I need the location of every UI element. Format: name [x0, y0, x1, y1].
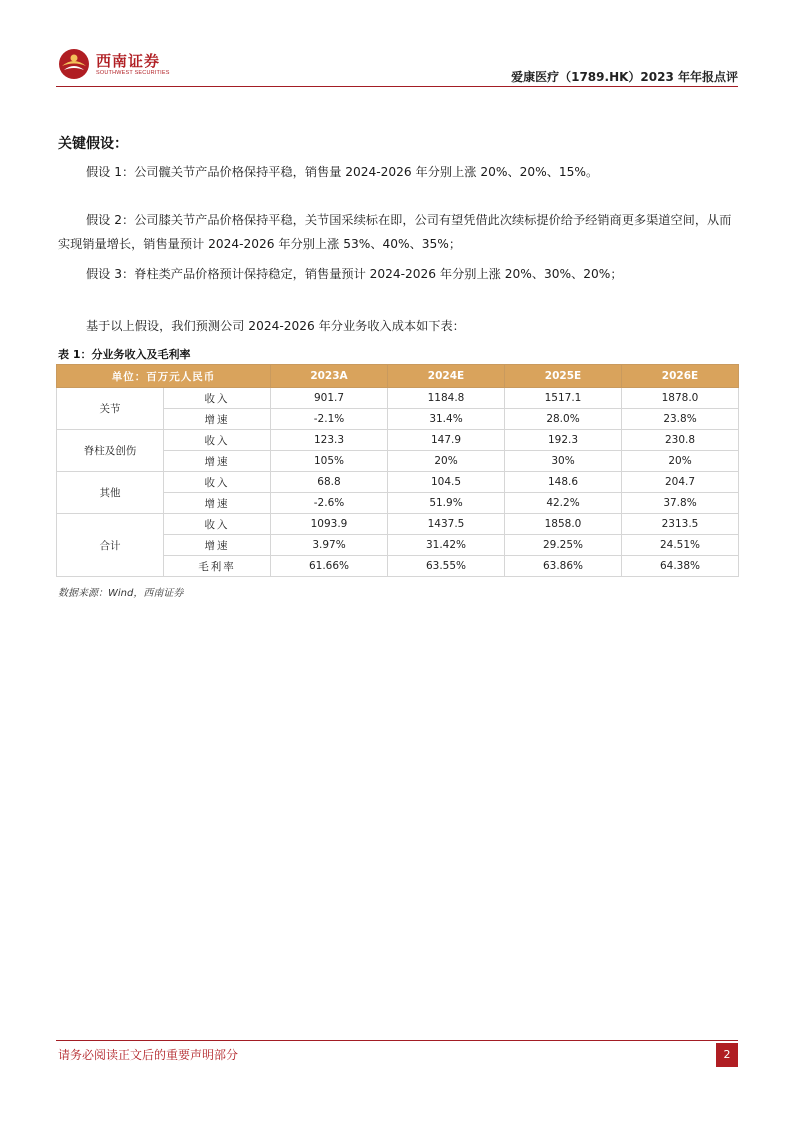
table-cell: 123.3: [271, 430, 388, 451]
logo-text-cn: 西南证券: [96, 52, 161, 70]
table-cell: 63.86%: [505, 556, 622, 577]
header-divider: [56, 86, 738, 87]
revenue-table: [56, 364, 739, 577]
table-cell: 61.66%: [271, 556, 388, 577]
table-cell: 64.38%: [622, 556, 739, 577]
logo-emblem-icon: [58, 48, 90, 80]
section-title: 关键假设：: [58, 136, 128, 152]
metric-label: 增速: [164, 493, 271, 514]
table-cell: 104.5: [388, 472, 505, 493]
group-label: 脊柱及创伤: [57, 430, 164, 472]
table-cell: 51.9%: [388, 493, 505, 514]
table-cell: 148.6: [505, 472, 622, 493]
table-cell: 147.9: [388, 430, 505, 451]
metric-label: 增速: [164, 451, 271, 472]
table-cell: -2.1%: [271, 409, 388, 430]
report-title: 爱康医疗（1789.HK）2023 年年报点评: [511, 70, 738, 84]
metric-label: 收入: [164, 472, 271, 493]
table-row: [57, 472, 739, 493]
table-cell: 1437.5: [388, 514, 505, 535]
table-cell: 1184.8: [388, 388, 505, 409]
metric-label: 毛利率: [164, 556, 271, 577]
table-cell: 3.97%: [271, 535, 388, 556]
column-header: 2025E: [505, 365, 622, 388]
metric-label: 收入: [164, 430, 271, 451]
table-cell: 105%: [271, 451, 388, 472]
table-cell: 204.7: [622, 472, 739, 493]
group-label: 关节: [57, 388, 164, 430]
table-cell: 28.0%: [505, 409, 622, 430]
table-cell: 901.7: [271, 388, 388, 409]
data-source-note: 数据来源：Wind，西南证券: [58, 588, 184, 599]
metric-label: 收入: [164, 388, 271, 409]
company-logo: [58, 48, 168, 82]
unit-header: 单位：百万元人民币: [57, 365, 271, 388]
table-cell: 192.3: [505, 430, 622, 451]
table-cell: 63.55%: [388, 556, 505, 577]
footer-divider: [56, 1040, 738, 1041]
table-cell: 37.8%: [622, 493, 739, 514]
table-cell: 30%: [505, 451, 622, 472]
group-label: 其他: [57, 472, 164, 514]
table-cell: 2313.5: [622, 514, 739, 535]
column-header: 2023A: [271, 365, 388, 388]
table-cell: 29.25%: [505, 535, 622, 556]
table-row: [57, 430, 739, 451]
footer-disclaimer: 请务必阅读正文后的重要声明部分: [58, 1048, 239, 1062]
paragraph-assumption-1: 假设 1：公司髋关节产品价格保持平稳，销售量 2024-2026 年分别上涨 20%、20%、15%。: [86, 165, 599, 179]
metric-label: 收入: [164, 514, 271, 535]
paragraph-summary: 基于以上假设，我们预测公司 2024-2026 年分业务收入成本如下表：: [86, 319, 465, 333]
table-row: [57, 514, 739, 535]
table-header-row: [57, 365, 739, 388]
group-label: 合计: [57, 514, 164, 577]
column-header: 2024E: [388, 365, 505, 388]
table-cell: 20%: [622, 451, 739, 472]
page-number: 2: [716, 1043, 738, 1067]
table-cell: 1517.1: [505, 388, 622, 409]
table-title: 表 1：分业务收入及毛利率: [58, 348, 191, 361]
table-cell: 20%: [388, 451, 505, 472]
table-cell: 1878.0: [622, 388, 739, 409]
table-cell: 24.51%: [622, 535, 739, 556]
column-header: 2026E: [622, 365, 739, 388]
table-cell: 42.2%: [505, 493, 622, 514]
table-cell: -2.6%: [271, 493, 388, 514]
table-cell: 31.4%: [388, 409, 505, 430]
logo-text-en: SOUTHWEST SECURITIES: [96, 70, 170, 76]
table-cell: 23.8%: [622, 409, 739, 430]
metric-label: 增速: [164, 535, 271, 556]
table-cell: 230.8: [622, 430, 739, 451]
table-cell: 1858.0: [505, 514, 622, 535]
paragraph-assumption-3: 假设 3：脊柱类产品价格预计保持稳定，销售量预计 2024-2026 年分别上涨 20%、30%、20%；: [86, 267, 623, 281]
metric-label: 增速: [164, 409, 271, 430]
table-cell: 31.42%: [388, 535, 505, 556]
table-cell: 1093.9: [271, 514, 388, 535]
paragraph-assumption-2: 假设 2：公司膝关节产品价格保持平稳，关节国采续标在即，公司有望凭借此次续标提价给予经销商更多渠道空间，从而实现销量增长，销售量预计 2024-2026 年分别上涨 53%、40%、35%；: [58, 213, 732, 251]
table-cell: 68.8: [271, 472, 388, 493]
table-row: [57, 388, 739, 409]
